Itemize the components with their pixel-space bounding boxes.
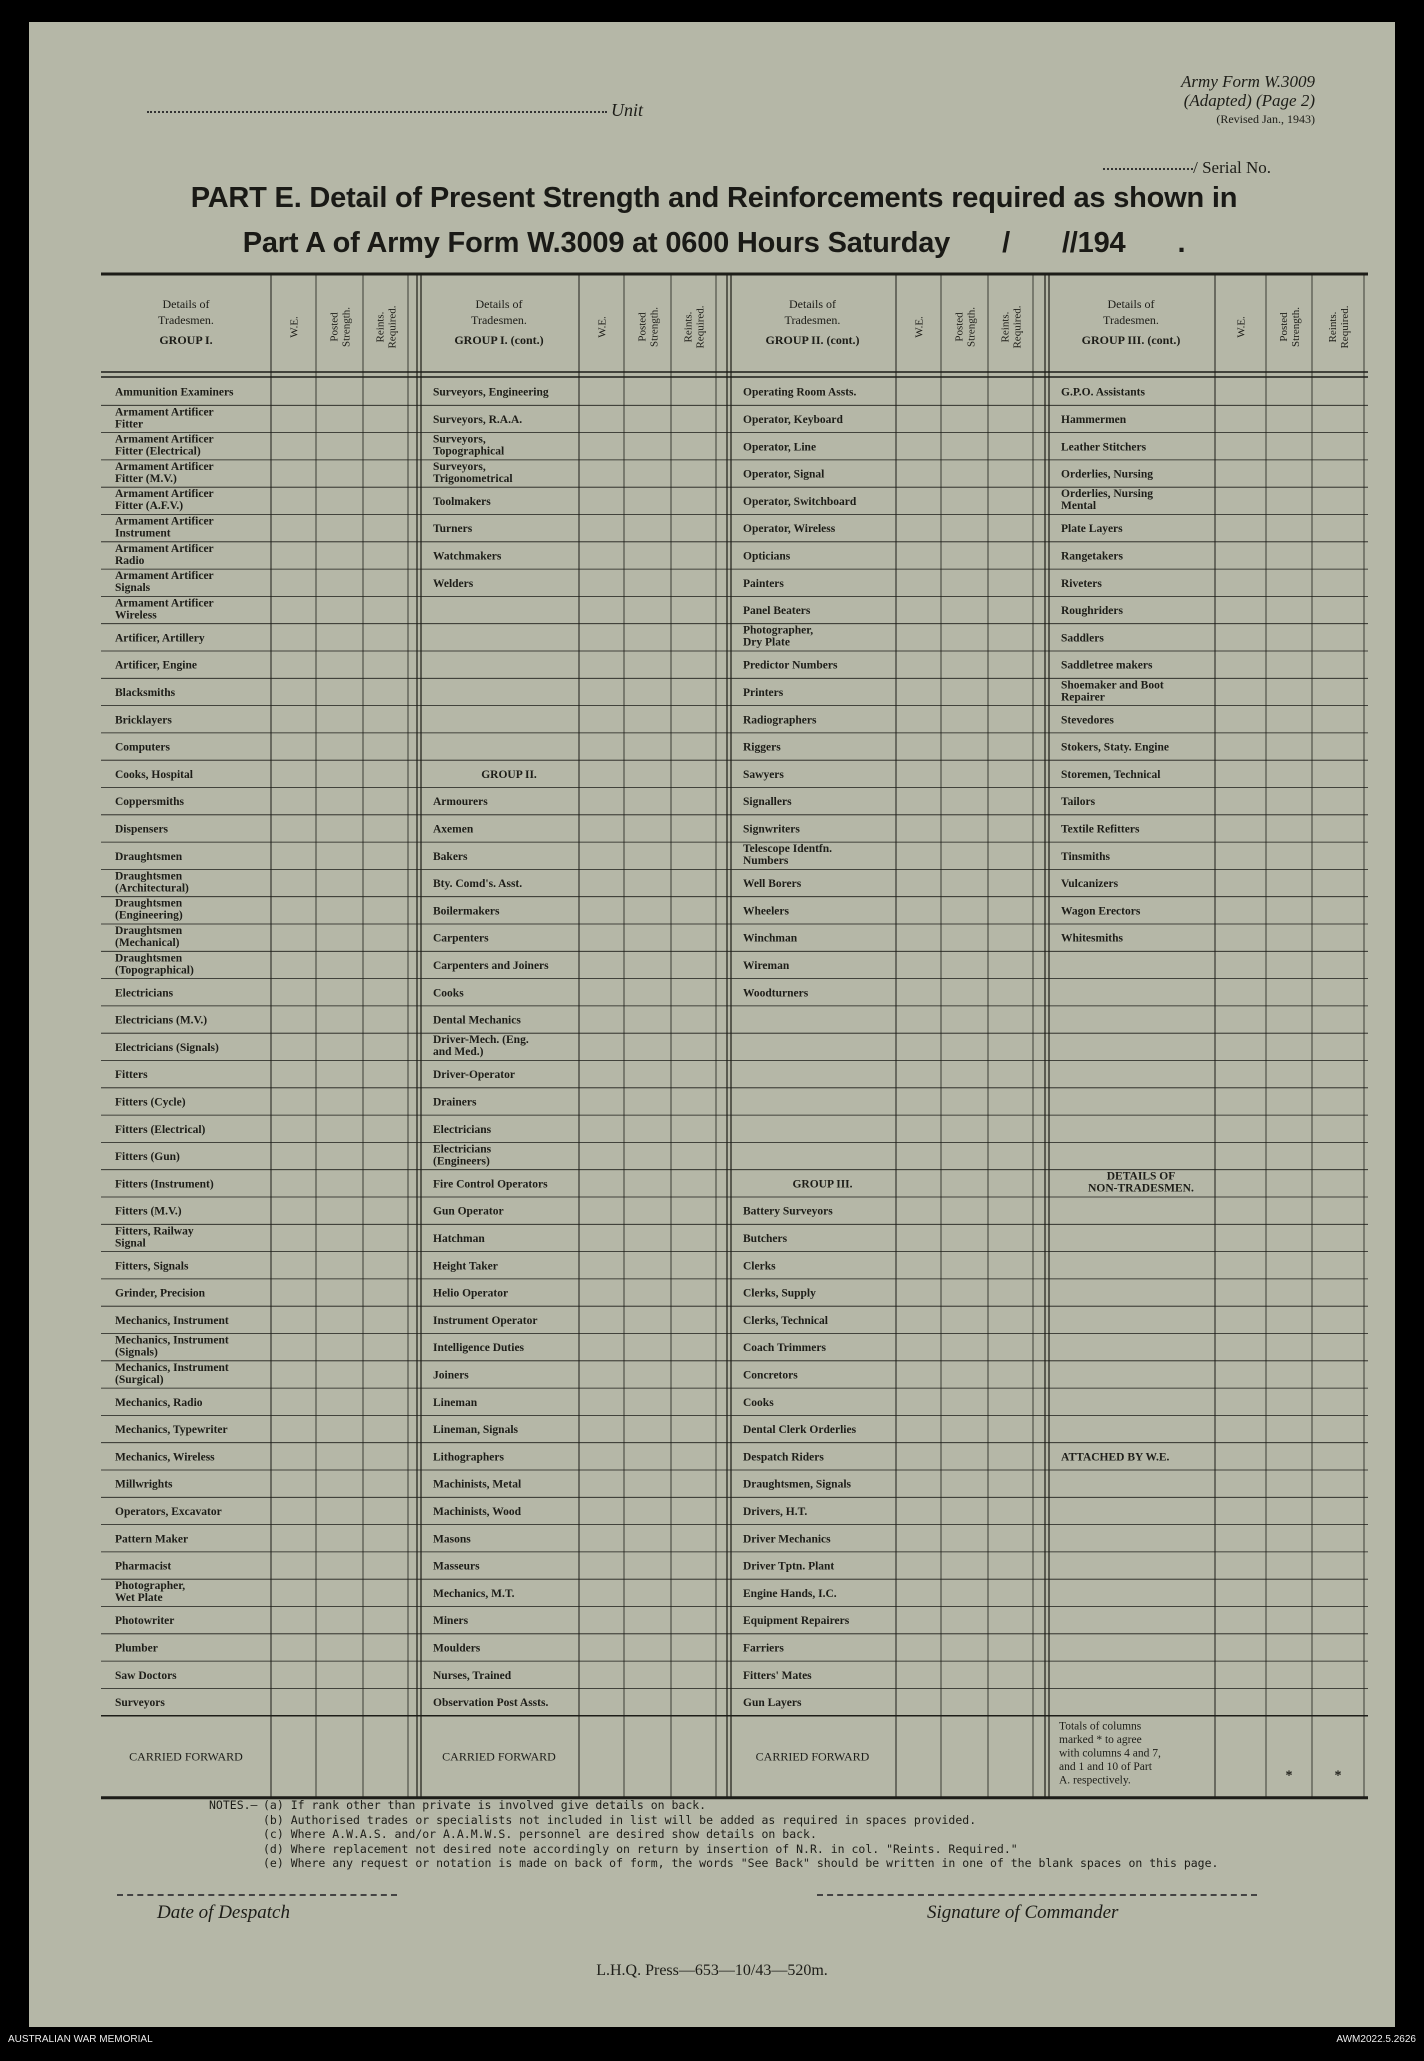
row-label: Painters <box>743 577 784 590</box>
row-label: Clerks, Technical <box>743 1314 828 1327</box>
rotated-column-header: Reints. <box>999 311 1012 343</box>
unit-label: Unit <box>611 100 644 120</box>
year-prefix: /194 <box>1069 227 1126 259</box>
row-label: Drainers <box>433 1096 477 1109</box>
rotated-column-header: Reints. <box>682 311 695 343</box>
row-label: Orderlies, Nursing <box>1061 488 1153 501</box>
archive-reference: AWM2022.5.2626 <box>1336 2034 1416 2045</box>
asterisk-mark: * <box>1334 1768 1342 1784</box>
rotated-column-header: Strength. <box>340 306 353 348</box>
row-label: NON-TRADESMEN. <box>1088 1182 1194 1195</box>
asterisk-mark: * <box>1285 1768 1293 1784</box>
rotated-column-header: Required. <box>1011 305 1024 349</box>
row-label: Driver-Operator <box>433 1069 515 1082</box>
row-label: Welders <box>433 577 474 590</box>
row-label: Operating Room Assts. <box>743 386 857 399</box>
row-label: Signals <box>115 582 151 595</box>
row-label: Computers <box>115 741 170 754</box>
row-label: Shoemaker and Boot <box>1061 679 1164 692</box>
row-label: Mechanics, Instrument <box>115 1314 229 1327</box>
form-adaptation: (Adapted) (Page 2) <box>1183 91 1315 110</box>
totals-note-line: and 1 and 10 of Part <box>1059 1761 1152 1774</box>
note-line <box>209 1798 1218 1813</box>
row-label: Fitter (Electrical) <box>115 445 201 458</box>
rotated-column-header: Strength. <box>965 306 978 348</box>
row-label: (Architectural) <box>115 882 189 895</box>
row-label: Plate Layers <box>1061 523 1123 536</box>
row-label: Drivers, H.T. <box>743 1505 808 1518</box>
row-label: Clerks, Supply <box>743 1287 816 1300</box>
row-label: Mechanics, Instrument <box>115 1334 229 1347</box>
row-label: Mechanics, Radio <box>115 1396 203 1409</box>
row-label: Dental Mechanics <box>433 1014 521 1027</box>
rotated-column-header: Strength. <box>648 306 661 348</box>
row-label: Coppersmiths <box>115 796 185 809</box>
row-label: Wheelers <box>743 905 789 918</box>
row-label: Textile Refitters <box>1061 823 1140 836</box>
row-label: Radio <box>115 554 145 567</box>
group-header-line: Details of <box>162 297 210 311</box>
row-label: Fitters, Railway <box>115 1225 194 1238</box>
date-of-despatch-field[interactable] <box>157 1902 290 1924</box>
row-label: Woodturners <box>743 987 809 1000</box>
row-label: Electricians <box>433 1143 492 1156</box>
row-label: Armament Artificer <box>115 488 214 501</box>
row-label: Opticians <box>743 550 791 563</box>
group-header-line: Details of <box>789 297 836 311</box>
row-label: Signal <box>115 1237 146 1250</box>
row-label: Driver Tptn. Plant <box>743 1560 835 1573</box>
row-label: and Med.) <box>433 1046 484 1059</box>
press-imprint: L.H.Q. Press—653—10/43—520m. <box>596 1962 828 1979</box>
row-label: Fitter (M.V.) <box>115 472 177 485</box>
row-label: Surveyors, Engineering <box>433 386 549 399</box>
row-label: Butchers <box>743 1232 788 1245</box>
row-label: Fitters (Cycle) <box>115 1096 186 1109</box>
row-label: Engine Hands, I.C. <box>743 1587 837 1600</box>
date-separator-1: / <box>1002 227 1010 259</box>
row-label: Nurses, Trained <box>433 1669 512 1682</box>
row-label: (Topographical) <box>115 964 194 977</box>
row-label: Machinists, Metal <box>433 1478 522 1491</box>
row-label: Riveters <box>1061 577 1102 590</box>
row-label: Armament Artificer <box>115 515 214 528</box>
row-label: Operator, Line <box>743 441 817 454</box>
group-header-line: Tradesmen. <box>1103 313 1159 327</box>
note-c: (c) Where A.W.A.S. and/or A.A.M.W.S. personnel are desired show details on back. <box>263 1827 817 1841</box>
row-label: Fitters (Gun) <box>115 1151 180 1164</box>
row-label: (Engineers) <box>433 1155 490 1168</box>
row-label: Fitters (M.V.) <box>115 1205 182 1218</box>
row-label: Armament Artificer <box>115 542 214 555</box>
row-label: Mechanics, Typewriter <box>115 1424 228 1437</box>
carried-forward-label: CARRIED FORWARD <box>129 1749 243 1764</box>
rotated-column-header: Posted <box>328 312 341 342</box>
rotated-column-header: Posted <box>1278 312 1290 342</box>
row-label: (Surgical) <box>115 1373 164 1386</box>
row-label: Draughtsmen <box>115 925 183 937</box>
row-label: Millwrights <box>115 1478 173 1491</box>
row-label: Fitter (A.F.V.) <box>115 500 184 513</box>
row-label: Photographer, <box>743 624 814 637</box>
row-label: Pharmacist <box>115 1560 172 1573</box>
row-label: Farriers <box>743 1642 784 1655</box>
row-label: Trigonometrical <box>433 472 513 485</box>
row-label: (Mechanical) <box>115 937 180 949</box>
row-label: GROUP III. <box>792 1178 853 1191</box>
row-label: Whitesmiths <box>1061 932 1123 945</box>
row-label: Stevedores <box>1061 714 1114 727</box>
group-header-title: GROUP I. <box>159 333 213 347</box>
group-header-title: GROUP III. (cont.) <box>1081 333 1181 347</box>
row-label: Cooks, Hospital <box>115 768 193 781</box>
form-page <box>29 22 1395 2027</box>
row-label: G.P.O. Assistants <box>1061 386 1145 399</box>
row-label: Equipment Repairers <box>743 1615 850 1628</box>
row-label: Dispensers <box>115 823 169 836</box>
row-label: Turners <box>433 523 473 536</box>
row-label: Instrument Operator <box>433 1314 538 1327</box>
serial-field[interactable] <box>1103 158 1271 178</box>
row-label: Bricklayers <box>115 714 172 727</box>
group-header-title: GROUP II. (cont.) <box>765 333 860 347</box>
row-label: Wireless <box>115 609 157 622</box>
date-terminator: . <box>1177 227 1186 259</box>
row-label: Axemen <box>433 823 474 836</box>
row-label: Operator, Wireless <box>743 523 836 536</box>
row-label: Gun Operator <box>433 1205 504 1218</box>
row-label: Electricians <box>433 1123 492 1136</box>
row-label: Wagon Erectors <box>1061 905 1141 918</box>
row-label: Dental Clerk Orderlies <box>743 1424 857 1437</box>
rotated-column-header: Posted <box>636 312 649 342</box>
row-label: Wireman <box>743 959 790 972</box>
row-label: Operator, Switchboard <box>743 495 857 508</box>
row-label: Cooks <box>743 1396 774 1409</box>
row-label: Draughtsmen <box>115 952 183 965</box>
row-label: Hatchman <box>433 1232 485 1245</box>
row-label: Photographer, <box>115 1580 186 1593</box>
note-e: (e) Where any request or notation is made on back of form, the words "See Back" should be written in one of the blank spaces on this page. <box>263 1856 1219 1870</box>
date-of-despatch-label: Date of Despatch <box>157 1902 290 1923</box>
row-label: Tinsmiths <box>1061 850 1111 863</box>
row-label: Operator, Keyboard <box>743 413 843 426</box>
row-label: Mechanics, Instrument <box>115 1361 229 1374</box>
group-header-line: Tradesmen. <box>784 313 841 327</box>
row-label: Draughtsmen <box>115 870 183 883</box>
row-label: Masons <box>433 1533 471 1546</box>
rotated-column-header: W.E. <box>1235 316 1248 338</box>
rotated-column-header: Required. <box>1339 305 1351 349</box>
row-label: Driver-Mech. (Eng. <box>433 1034 529 1047</box>
row-label: Masseurs <box>433 1560 480 1573</box>
row-label: Plumber <box>115 1642 158 1655</box>
note-d: (d) Where replacement not desired note accordingly on return by insertion of N.R. in col. "Reints. Required." <box>263 1841 1018 1856</box>
note-b: (b) Authorised trades or specialists not included in list will be added as required in spaces provided. <box>263 1812 977 1827</box>
row-label: Clerks <box>743 1260 776 1273</box>
row-label: Gun Layers <box>743 1697 802 1710</box>
carried-forward-label: CARRIED FORWARD <box>442 1749 556 1764</box>
row-label: Armament Artificer <box>115 597 214 610</box>
form-revision: (Revised Jan., 1943) <box>1216 112 1315 126</box>
row-label: Artificer, Artillery <box>115 632 205 645</box>
row-label: Signwriters <box>743 823 800 836</box>
row-label: Carpenters <box>433 932 489 945</box>
row-label: Armament Artificer <box>115 570 214 583</box>
row-label: Fitters (Instrument) <box>115 1178 214 1191</box>
row-label: Mechanics, M.T. <box>433 1587 515 1600</box>
totals-note-line: Totals of columns <box>1059 1720 1142 1733</box>
row-label: Miners <box>433 1615 469 1628</box>
serial-label: / Serial No. <box>1193 158 1271 177</box>
row-label: Tailors <box>1061 796 1096 809</box>
rotated-column-header: Reints. <box>1327 311 1339 343</box>
unit-dotted-line <box>147 111 607 113</box>
form-number: Army Form W.3009 <box>1181 72 1315 91</box>
row-label: Saddletree makers <box>1061 659 1153 672</box>
row-label: Radiographers <box>743 714 817 727</box>
row-label: Toolmakers <box>433 495 491 508</box>
row-label: Armourers <box>433 796 488 809</box>
row-label: Topographical <box>433 445 505 458</box>
row-label: Fitters' Mates <box>743 1669 812 1682</box>
serial-dotted-line <box>1103 168 1193 170</box>
row-label: Grinder, Precision <box>115 1287 206 1300</box>
row-label: Storemen, Technical <box>1061 768 1161 781</box>
row-label: Photowriter <box>115 1615 175 1628</box>
row-label: Lineman, Signals <box>433 1424 518 1437</box>
row-label: Carpenters and Joiners <box>433 959 549 972</box>
row-label: Boilermakers <box>433 905 500 918</box>
row-label: Lithographers <box>433 1451 504 1464</box>
row-label: Instrument <box>115 527 171 540</box>
row-label: Fitter <box>115 418 144 431</box>
rotated-column-header: W.E. <box>288 316 301 338</box>
row-label: Moulders <box>433 1642 481 1655</box>
row-label: Pattern Maker <box>115 1533 189 1546</box>
row-label: Helio Operator <box>433 1287 509 1300</box>
row-label: Driver Mechanics <box>743 1533 831 1546</box>
row-label: Repairer <box>1061 691 1105 704</box>
notes-block <box>209 1798 1218 1871</box>
row-label: Operator, Signal <box>743 468 825 481</box>
row-label: Winchman <box>743 932 798 945</box>
rotated-column-header: Required. <box>694 305 707 349</box>
row-label: Saddlers <box>1061 632 1104 645</box>
row-label: Armament Artificer <box>115 460 214 473</box>
row-label: Watchmakers <box>433 550 502 563</box>
row-label: Machinists, Wood <box>433 1505 521 1518</box>
row-label: (Signals) <box>115 1346 158 1359</box>
row-label: Artificer, Engine <box>115 659 197 672</box>
row-label: Armament Artificer <box>115 406 214 419</box>
row-label: Draughtsmen <box>115 850 183 863</box>
row-label: Mechanics, Wireless <box>115 1451 215 1464</box>
row-label: Intelligence Duties <box>433 1342 525 1355</box>
strength-table <box>71 252 1371 1802</box>
row-label: Coach Trimmers <box>743 1342 826 1355</box>
row-label: Operators, Excavator <box>115 1505 222 1518</box>
row-label: Wet Plate <box>115 1592 163 1605</box>
row-label: Fire Control Operators <box>433 1178 548 1191</box>
rotated-column-header: Posted <box>953 312 966 342</box>
row-label: Leather Stitchers <box>1061 441 1147 454</box>
row-label: Draughtsmen, Signals <box>743 1478 851 1491</box>
row-label: Sawyers <box>743 768 784 781</box>
row-label: Height Taker <box>433 1260 498 1273</box>
group-header-line: Details of <box>1107 297 1155 311</box>
row-label: Surveyors, <box>433 433 486 446</box>
row-label: Surveyors <box>115 1697 165 1710</box>
row-label: Fitters (Electrical) <box>115 1123 206 1136</box>
date-separator-2: / <box>1061 227 1070 259</box>
row-label: Electricians (Signals) <box>115 1041 219 1054</box>
signature-field[interactable] <box>927 1902 1118 1924</box>
archive-credit: AUSTRALIAN WAR MEMORIAL <box>8 2034 153 2045</box>
totals-note-line: marked * to agree <box>1059 1734 1142 1747</box>
carried-forward-label: CARRIED FORWARD <box>755 1749 870 1764</box>
row-label: Stokers, Staty. Engine <box>1061 741 1169 754</box>
row-label: Printers <box>743 686 784 699</box>
row-label: Mental <box>1061 500 1097 513</box>
row-label: GROUP II. <box>481 768 537 781</box>
row-label: Battery Surveyors <box>743 1205 833 1218</box>
signature-label: Signature of Commander <box>927 1902 1119 1923</box>
rotated-column-header: Required. <box>386 305 399 349</box>
row-label: Ammunition Examiners <box>115 386 234 399</box>
row-label: Signallers <box>743 796 792 809</box>
row-label: Saw Doctors <box>115 1669 177 1682</box>
row-label: Blacksmiths <box>115 686 176 699</box>
group-header-line: Tradesmen. <box>471 313 527 327</box>
row-label: Cooks <box>433 987 464 1000</box>
note-a: (a) If rank other than private is involved give details on back. <box>263 1798 707 1812</box>
row-label: Draughtsmen <box>115 897 183 910</box>
group-header-line: Details of <box>475 297 523 311</box>
row-label: Bty. Comd's. Asst. <box>433 878 523 891</box>
row-label: Rangetakers <box>1061 550 1123 563</box>
row-label: Electricians <box>115 987 174 1000</box>
row-label: Electricians (M.V.) <box>115 1014 208 1027</box>
row-label: Well Borers <box>743 878 802 891</box>
row-label: Fitters <box>115 1069 148 1082</box>
row-label: Despatch Riders <box>743 1451 824 1464</box>
rotated-column-header: W.E. <box>596 316 609 338</box>
row-label: Predictor Numbers <box>743 659 838 672</box>
row-label: Bakers <box>433 850 468 863</box>
row-label: Observation Post Assts. <box>433 1697 549 1710</box>
row-label: Lineman <box>433 1396 478 1409</box>
row-label: Armament Artificer <box>115 433 214 446</box>
row-label: Concretors <box>743 1369 798 1382</box>
totals-note-line: with columns 4 and 7, <box>1059 1747 1161 1760</box>
row-label: (Engineering) <box>115 909 183 922</box>
row-label: Fitters, Signals <box>115 1260 189 1273</box>
row-label: Hammermen <box>1061 413 1127 426</box>
row-label: Panel Beaters <box>743 605 811 618</box>
row-label: Surveyors, <box>433 460 486 473</box>
row-label: DETAILS OF <box>1106 1170 1176 1183</box>
rotated-column-header: W.E. <box>913 316 926 338</box>
row-label: Vulcanizers <box>1061 878 1119 891</box>
rotated-column-header: Reints. <box>374 311 387 343</box>
row-label: Riggers <box>743 741 781 754</box>
totals-note-line: A. respectively. <box>1059 1774 1131 1787</box>
row-label: Numbers <box>743 855 789 868</box>
form-identifier <box>1065 72 1315 129</box>
row-label: Roughriders <box>1061 605 1123 618</box>
row-label: Surveyors, R.A.A. <box>433 413 523 426</box>
unit-field[interactable] <box>147 100 643 121</box>
notes-heading: NOTES.— <box>209 1798 258 1812</box>
row-label: Telescope Identfn. <box>743 843 833 856</box>
group-header-title: GROUP I. (cont.) <box>454 333 544 347</box>
row-label: Orderlies, Nursing <box>1061 468 1153 481</box>
title-line-2-text: Part A of Army Form W.3009 at 0600 Hours Saturday <box>242 227 951 259</box>
page-title-line-1: PART E. Detail of Present Strength and Reinforcements required as shown in <box>190 182 1238 214</box>
row-label: Joiners <box>433 1369 469 1382</box>
rotated-column-header: Strength. <box>1290 306 1302 348</box>
row-label: Dry Plate <box>743 636 790 649</box>
row-label: ATTACHED BY W.E. <box>1061 1451 1170 1464</box>
group-header-line: Tradesmen. <box>158 313 214 327</box>
